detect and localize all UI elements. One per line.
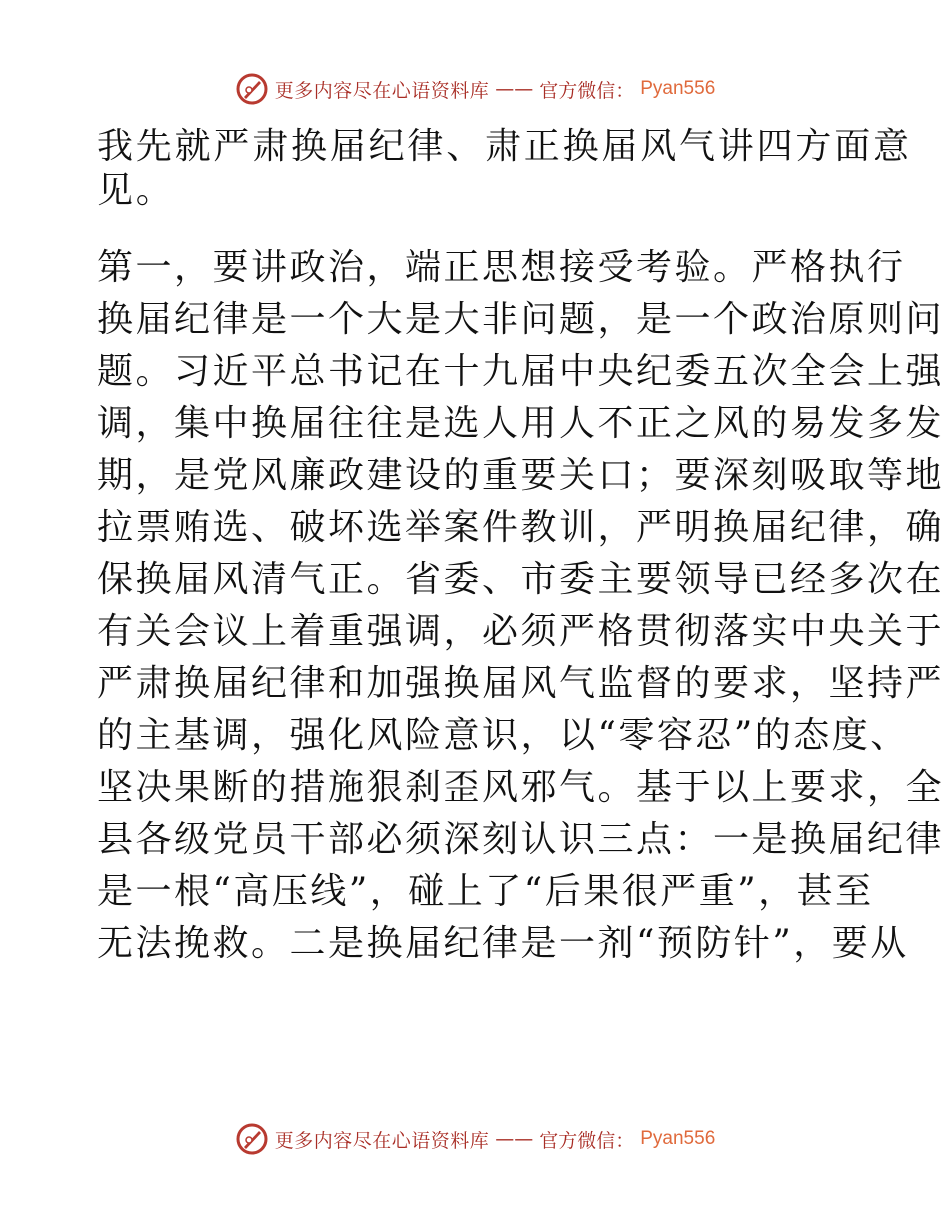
- text-line: 保换届风清气正。省委、市委主要领导已经多次在: [97, 559, 945, 600]
- text-line: 期，是党风廉政建设的重要关口；要深刻吸取等地: [97, 455, 945, 496]
- text-line: 坚决果断的措施狠刹歪风邪气。基于以上要求，全: [97, 767, 945, 808]
- quill-logo-icon: [235, 72, 269, 106]
- text-line: 无法挽救。二是换届纪律是一剂“预防针”，要从: [97, 923, 909, 964]
- text-line: 我先就严肃换届纪律、肃正换届风气讲四方面意: [97, 126, 912, 167]
- watermark-site-text: 更多内容尽在心语资料库: [274, 79, 490, 102]
- text-line: 有关会议上着重强调，必须严格贯彻落实中央关于: [97, 611, 945, 652]
- text-line: 题。习近平总书记在十九届中央纪委五次全会上强: [97, 351, 945, 392]
- watermark-wechat-id: Pyan556: [640, 1128, 716, 1149]
- quill-logo-icon: [235, 1122, 269, 1156]
- watermark-wechat-id: Pyan556: [640, 78, 716, 99]
- text-line: 第一，要讲政治，端正思想接受考验。严格执行: [97, 247, 906, 288]
- text-line: 见。: [97, 170, 175, 211]
- footer-watermark: [0, 1122, 950, 1156]
- paragraph-first-point: [97, 246, 945, 966]
- document-body: [97, 125, 945, 974]
- header-watermark: [0, 72, 950, 106]
- watermark-separator: ——: [495, 1128, 534, 1150]
- text-line: 严肃换届纪律和加强换届风气监督的要求，坚持严: [97, 663, 945, 704]
- text-line: 的主基调，强化风险意识，以“零容忍”的态度、: [97, 715, 909, 756]
- watermark-wechat-label: 官方微信：: [539, 1129, 635, 1152]
- text-line: 是一根“高压线”，碰上了“后果很严重”，甚至: [97, 871, 874, 912]
- watermark-site-text: 更多内容尽在心语资料库: [274, 1129, 490, 1152]
- text-line: 换届纪律是一个大是大非问题，是一个政治原则问: [97, 299, 945, 340]
- text-line: 拉票贿选、破坏选举案件教训，严明换届纪律，确: [97, 507, 945, 548]
- paragraph-intro: [97, 125, 912, 213]
- text-line: 调，集中换届往往是选人用人不正之风的易发多发: [97, 403, 945, 444]
- watermark-separator: ——: [495, 78, 534, 100]
- watermark-wechat-label: 官方微信：: [539, 79, 635, 102]
- text-line: 县各级党员干部必须深刻认识三点：一是换届纪律: [97, 819, 945, 860]
